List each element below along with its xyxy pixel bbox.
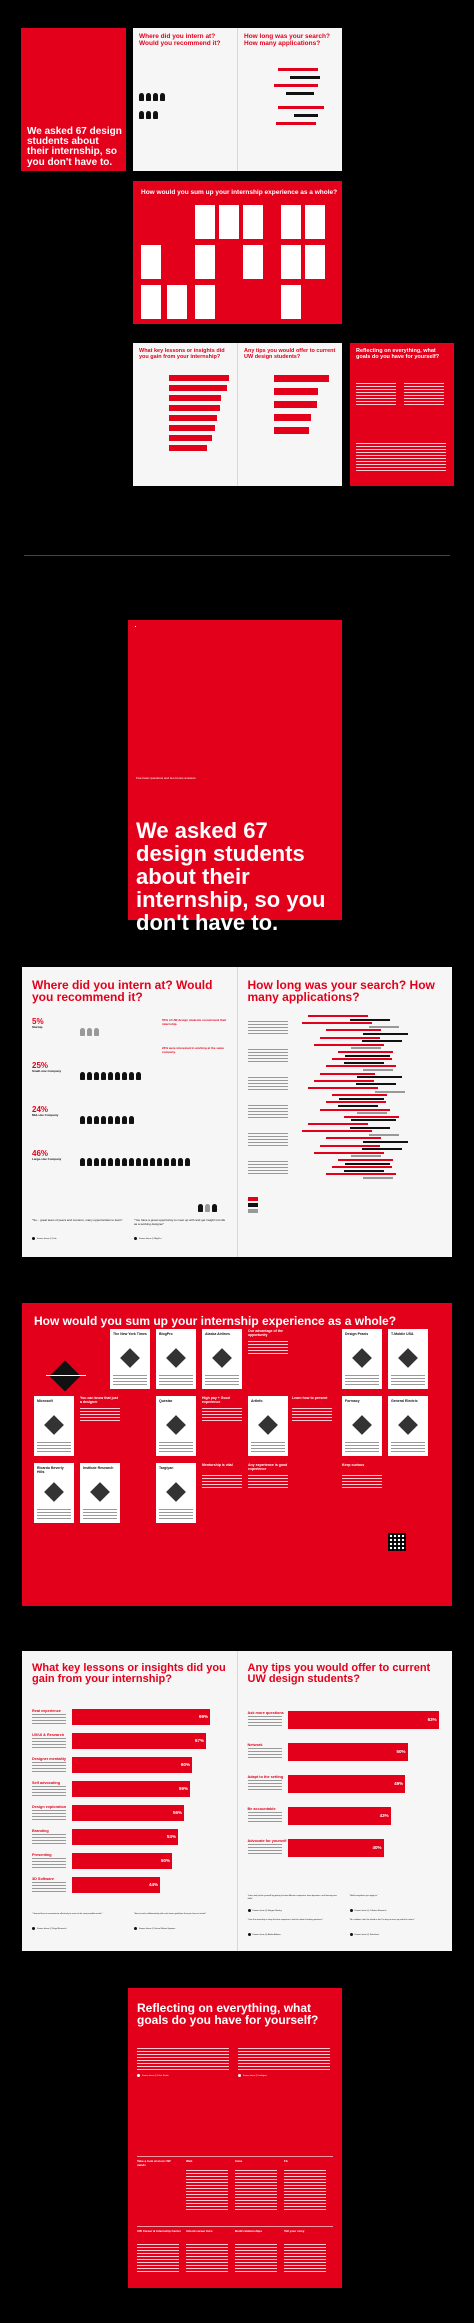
timeline-bar: [344, 1170, 384, 1172]
timeline-bar: [356, 1083, 396, 1085]
timeline-bar: [332, 1166, 392, 1168]
thumb-spread-1: [133, 28, 342, 171]
bar-label: Presenting: [32, 1853, 52, 1857]
company-row: 5% Startup: [32, 1017, 232, 1061]
timeline-bar: [339, 1098, 384, 1100]
experience-note: You can know that just a designer: [80, 1396, 118, 1404]
bar-label: Self advocating: [32, 1781, 61, 1785]
timeline-bar: [326, 1173, 396, 1175]
timeline-bar: [363, 1069, 393, 1071]
thumb-spread-2-title: How would you sum up your internship experience as a whole?: [141, 189, 338, 196]
spread-3-left-page: [22, 1651, 237, 1951]
cover-page: [128, 620, 342, 936]
rating-diamond: [90, 1482, 110, 1502]
spread-3-title-right: Any tips you would offer to current UW design students?: [247, 1662, 431, 1686]
quote-left-a: "I learned how to communicate effectively to arrive at the most possible results.": [32, 1913, 103, 1915]
back-quote-b-author: Former Intern @ Intelligent: [238, 2074, 330, 2078]
timeline-bar: [332, 1058, 392, 1060]
timeline-bar: [350, 1127, 390, 1129]
thumb-spread-1-title-right: How long was your search? How many applications?: [244, 33, 330, 47]
card-company-name: Formacy: [345, 1399, 360, 1403]
quote-right-a-author: Former Intern @ Morgan Stanley: [248, 1909, 343, 1913]
bar: 43%: [288, 1807, 391, 1825]
thumb-back: [350, 343, 454, 486]
card-company-name: ArtInfo: [251, 1399, 263, 1403]
spread-1-title-left: Where did you intern at? Would you recommend it?: [32, 978, 213, 1005]
experience-card: [34, 1463, 74, 1523]
timeline-bar: [320, 1073, 375, 1075]
thumb-spread-2: [133, 181, 342, 324]
person-icons: [80, 1111, 136, 1129]
thumb-spread-3: [133, 343, 342, 486]
bar: 60%: [72, 1757, 192, 1773]
spread-1: [22, 967, 452, 1257]
timeline-bar: [326, 1137, 381, 1139]
thumb-spread-3-title-right: Any tips you would offer to current UW design students?: [244, 348, 336, 360]
spread-2: [22, 1303, 452, 1606]
back-page: [128, 1988, 342, 2288]
rating-diamond: [120, 1348, 140, 1368]
timeline-bar: [314, 1080, 374, 1082]
bar-label: Adapt to the setting: [247, 1775, 284, 1779]
card-company-name: Targiyan: [159, 1466, 174, 1470]
thumb-icon-rows: [139, 88, 199, 124]
back-col-4: Fb: [284, 2159, 288, 2163]
bar: 44%: [72, 1877, 160, 1893]
experience-note: High pay + Good experience: [202, 1396, 230, 1404]
card-company-name: Design Praxis: [345, 1332, 369, 1336]
timeline-bar: [308, 1123, 368, 1125]
timeline-bar: [302, 1130, 372, 1132]
timeline-bar: [369, 1134, 399, 1136]
rating-diamond: [166, 1348, 186, 1368]
bar-label: UX/UI & Research: [32, 1733, 65, 1737]
timeline-bar: [351, 1119, 396, 1121]
experience-card: [156, 1329, 196, 1389]
back-footer-3: Build relationships: [235, 2229, 263, 2233]
timeline-bar: [375, 1091, 405, 1093]
quote-right-c-author: Former Intern @ Collision Research: [350, 1909, 445, 1913]
thumb-cover-title: We asked 67 design students about their internship, so you don't have to.: [27, 126, 122, 168]
spread-1-title-right: How long was your search? How many applications?: [247, 978, 435, 1005]
rating-diamond: [258, 1415, 278, 1435]
search-timeline-chart: [248, 1015, 443, 1185]
back-quote-a-text: [137, 2048, 229, 2070]
rating-diamond: [166, 1415, 186, 1435]
timeline-bar: [314, 1044, 384, 1046]
timeline-bar: [345, 1163, 390, 1165]
card-company-name: Microsoft: [37, 1399, 53, 1403]
company-row: 24% Mid-size Company: [32, 1105, 232, 1149]
timeline-bar: [357, 1112, 387, 1114]
quote-1-author: Former Intern @ Dolo: [32, 1237, 127, 1241]
timeline-bar: [326, 1101, 386, 1103]
timeline-bar: [357, 1076, 402, 1078]
timeline-bar: [320, 1109, 390, 1111]
qr-code: [388, 1533, 406, 1551]
rating-diamond: [44, 1415, 64, 1435]
bar-label: Design exploration: [32, 1805, 67, 1809]
experience-note: Any experience is good experience: [248, 1463, 288, 1471]
timeline-bar: [338, 1051, 393, 1053]
timeline-bar: [326, 1065, 396, 1067]
bar: 50%: [288, 1743, 408, 1761]
timeline-bar: [308, 1015, 368, 1017]
back-footer-2: Attend career fairs: [186, 2229, 213, 2233]
back-footer-1: UW Career & Internship Center: [137, 2229, 182, 2233]
spread-1-left-page: [22, 967, 237, 1257]
experience-note: Our advantage of the opportunity: [248, 1329, 284, 1337]
timeline-bar: [351, 1155, 381, 1157]
timeline-bar: [314, 1152, 384, 1154]
quote-left-b-author: Former Intern @ Seven Wolves Systems: [134, 1927, 229, 1931]
spread-1-right-page: [237, 967, 453, 1257]
quote-right-b: "Your first internship is away the best experience, don't be afraid of asking questions.": [247, 1919, 324, 1921]
card-company-name: BlogPro: [159, 1332, 173, 1336]
card-company-name: The New York Times: [113, 1332, 147, 1336]
bar-label: Ask more questions: [247, 1711, 284, 1715]
bar-label: Branding: [32, 1829, 49, 1833]
back-col-1: Take a look at more UW minds: [137, 2159, 171, 2167]
experience-card: [248, 1396, 288, 1456]
bar: 63%: [288, 1711, 439, 1729]
bar: 59%: [72, 1781, 190, 1797]
quote-right-d-author: Former Intern @ Salesforce: [350, 1933, 445, 1937]
back-quote-b-text: [238, 2048, 330, 2070]
timeline-bar: [350, 1019, 390, 1021]
legend-diamond: [46, 1357, 86, 1397]
bar: 69%: [72, 1709, 210, 1725]
timeline-bar: [308, 1087, 378, 1089]
bar: 67%: [72, 1733, 206, 1749]
timeline-bar: [345, 1055, 390, 1057]
timeline-bar: [332, 1094, 387, 1096]
back-col-2: Web: [186, 2159, 193, 2163]
back-quote-a-author: Former Intern @ Pulse Studio: [137, 2074, 229, 2078]
timeline-bar: [362, 1040, 402, 1042]
timeline-bar: [351, 1047, 381, 1049]
rating-diamond: [352, 1348, 372, 1368]
experience-card: [80, 1463, 120, 1523]
timeline-bar: [302, 1022, 372, 1024]
back-footer-4: Tell your story: [284, 2229, 305, 2233]
cover-title: We asked 67 design students about their internship, so you don't have to.: [136, 818, 326, 936]
card-company-name: Institute Research: [83, 1466, 114, 1470]
spread-3: [22, 1651, 452, 1951]
thumb-back-title: Reflecting on everything, what goals do you have for yourself?: [356, 348, 440, 360]
company-row: 25% Small-size Company: [32, 1061, 232, 1105]
legend-icons: [198, 1199, 219, 1217]
company-row: 46% Large-size Company: [32, 1149, 232, 1209]
bar: 56%: [72, 1805, 184, 1821]
bar: 40%: [288, 1839, 384, 1857]
quote-right-c: "Build everywhere you apply to.": [349, 1895, 379, 1897]
timeline-bar: [320, 1037, 380, 1039]
stat-recommend: 55% of UW design students recommend their internship.: [162, 1018, 227, 1026]
spread-3-right-page: [237, 1651, 453, 1951]
timeline-bar: [369, 1026, 399, 1028]
card-company-name: Questar: [159, 1399, 173, 1403]
card-company-name: Alaska Airlines: [205, 1332, 230, 1336]
card-company-name: Ricardo Beverly Hills: [37, 1466, 64, 1474]
card-company-name: T-Mobile USA: [391, 1332, 414, 1336]
rating-diamond: [398, 1348, 418, 1368]
timeline-bar: [338, 1159, 393, 1161]
back-col-3: Insta: [235, 2159, 243, 2163]
rating-diamond: [398, 1415, 418, 1435]
thumb-spread-3-title-left: What key lessons or insights did you gain from your internship?: [139, 348, 225, 360]
timeline-bar: [344, 1062, 384, 1064]
quote-1: "So... great team of peers and mentors, many opportunities to learn": [32, 1218, 123, 1222]
cover-header-left: ■: [135, 626, 137, 628]
timeline-bar: [362, 1148, 402, 1150]
quote-right-b-author: Former Intern @ Alaska Airlines: [248, 1933, 343, 1937]
timeline-bar: [344, 1116, 399, 1118]
bar-label: Designer mentality: [32, 1757, 66, 1761]
stat-return: 23% were interested in working at the same company.: [162, 1046, 225, 1054]
bar-label: Be accountable: [247, 1807, 276, 1811]
quote-left-a-author: Former Intern @ Royal Research: [32, 1927, 127, 1931]
bar: 53%: [72, 1829, 178, 1845]
experience-card: [156, 1396, 196, 1456]
quote-right-a: "Intern and just be yourself by getting to know different companies, team dynamics, and learning new skills.": [247, 1895, 337, 1900]
cover-tagline: Five basic questions and two bonus answers.: [136, 776, 197, 780]
thumb-cover: [21, 28, 126, 171]
rating-diamond: [44, 1482, 64, 1502]
bar: 50%: [72, 1853, 172, 1869]
experience-card: [34, 1396, 74, 1456]
timeline-bar: [363, 1141, 408, 1143]
bar-label: Advocate for yourself: [247, 1839, 287, 1843]
experience-card: [388, 1329, 428, 1389]
experience-card: [342, 1396, 382, 1456]
quote-2-author: Former Intern @ BlogPro: [134, 1237, 229, 1241]
experience-card: [110, 1329, 150, 1389]
experience-card: [202, 1329, 242, 1389]
person-icons: [80, 1067, 143, 1085]
card-company-name: General Electric: [391, 1399, 418, 1403]
experience-note: Keep curious: [342, 1463, 365, 1467]
chart-legend-swatches: [248, 1197, 258, 1213]
bar-label: 3D Software: [32, 1877, 54, 1881]
section-divider: [24, 555, 450, 556]
spread-3-title-left: What key lessons or insights did you gain from your internship?: [32, 1662, 226, 1686]
bar-label: Real experience: [32, 1709, 61, 1713]
experience-card: [342, 1329, 382, 1389]
timeline-bar: [338, 1105, 378, 1107]
experience-note: Mentorship is vital: [202, 1463, 233, 1467]
spread-2-title: How would you sum up your internship experience as a whole?: [34, 1314, 397, 1328]
quote-right-d: "Be confident, don't be afraid to fail. It's okay to mess up and feel curious.": [349, 1919, 416, 1921]
rating-diamond: [212, 1348, 232, 1368]
rating-diamond: [166, 1482, 186, 1502]
timeline-bar: [320, 1145, 380, 1147]
quote-2: "You have a great opportunity to meet up with and get insight into life as a working designer": [134, 1218, 226, 1226]
thumb-spread-1-title-left: Where did you intern at? Would you recommend it?: [139, 33, 221, 47]
person-icons: [80, 1023, 101, 1041]
rating-diamond: [352, 1415, 372, 1435]
timeline-bar: [363, 1033, 408, 1035]
quote-left-b: "How to work collaboratively with much fewer guidelines than you have at school.": [134, 1913, 207, 1915]
experience-card: [388, 1396, 428, 1456]
bar-label: Network: [247, 1743, 263, 1747]
timeline-bar: [326, 1029, 381, 1031]
experience-card: [156, 1463, 196, 1523]
experience-note: Learn how to present: [292, 1396, 328, 1400]
timeline-bar: [363, 1177, 393, 1179]
back-title: Reflecting on everything, what goals do you have for yourself?: [137, 2001, 319, 2028]
bar: 49%: [288, 1775, 406, 1793]
person-icons: [80, 1153, 210, 1171]
